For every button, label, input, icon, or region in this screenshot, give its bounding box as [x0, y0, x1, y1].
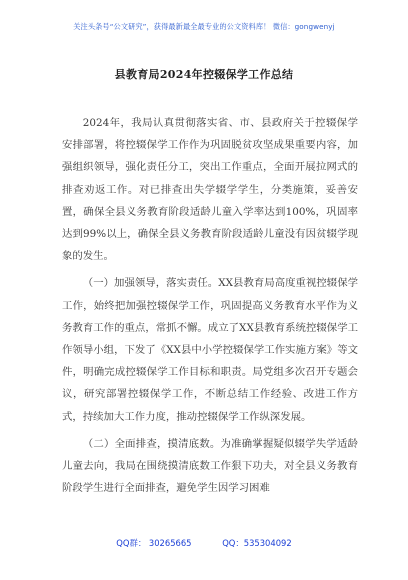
document-title: 县教育局2024年控辍保学工作总结 — [114, 68, 294, 81]
paragraph-leadership: （一）加强领导，落实责任。XX县教育局高度重视控辍保学工作，始终把加强控辍保学工作，巩固提高义务教育水平作为义务教育工作的重点，常抓不懈。成立了XX县教育系统控辍保学工作领导小组，下发了《XX县中小学控辍保学工作实施方案》等文件，明确完成控辍保学工作目标和职责。局党组多次召开专题会议，研究部署控辍保学工作，不断总结工作经验、改进工作方式，持续加大工作力度，推动控辍保学工作纵深发展。 — [62, 277, 358, 423]
paragraph-investigation: （二）全面排查，摸清底数。为准确掌握疑似辍学失学适龄儿童去向，我局在围绕摸清底数工作狠下功夫，对全县义务教育阶段学生进行全面排查，避免学生因学习困难 — [62, 437, 358, 495]
footer-contact — [0, 537, 408, 549]
paragraph-intro: 2024年，我局认真贯彻落实省、市、县政府关于控辍保学安排部署，将控辍保学工作作为巩固脱贫攻坚成果重要内容，加强组织领导，强化责任分工，突出工作重点，全面开展拉网式的排查劝返工作。对已排查出失学辍学学生，分类施策，妥善安置，确保全县义务教育阶段适龄儿童入学率达到100%，巩固率达到99%以上，确保全县义务教育阶段适龄儿童没有因贫辍学现象的发生。 — [62, 117, 358, 263]
document-body — [62, 112, 358, 504]
footer-qq-group: QQ群： 30265665 — [116, 538, 192, 548]
promo-header-note: 关注头条号“公文研究”，获得最新最全最专业的公文资料库！ 微信：gongwenyj — [73, 22, 335, 31]
footer-qq-number: QQ：535304092 — [222, 538, 292, 548]
